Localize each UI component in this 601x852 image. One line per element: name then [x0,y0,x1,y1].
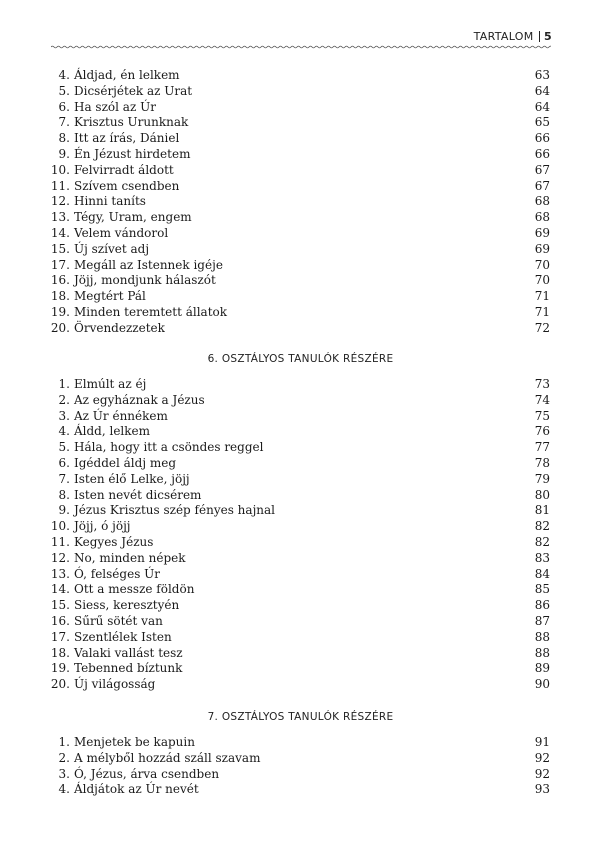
toc-entry-title: Új világosság [74,677,156,692]
toc-entry-number: 14. [50,225,70,240]
toc-entry-page: 67 [534,178,550,193]
toc-entry-page: 74 [534,392,550,407]
toc-entry-number: 18. [50,645,70,660]
toc-entry-title: Menjetek be kapuin [74,735,195,749]
toc-entry-number: 4. [58,424,70,439]
toc-entry-title: Ha szól az Úr [74,99,156,114]
toc-entry [0,258,601,274]
toc-entry-title: Isten nevét dicsérem [74,487,202,502]
toc-section [0,377,601,693]
toc-entry-title: A mélyből hozzád száll szavam [74,750,261,765]
header-label: TARTALOM [473,30,534,43]
toc-entry [0,440,601,456]
toc-entry-title: Az egyháznak a Jézus [74,392,205,407]
toc-entry [0,194,601,210]
toc-entry-title: Kegyes Jézus [74,534,154,549]
toc-entry [0,661,601,677]
toc-entry [0,305,601,321]
section-heading: 6. OSZTÁLYOS TANULÓK RÉSZÉRE [207,353,394,365]
toc-entry-title: Jöjj, mondjunk hálaszót [74,273,216,288]
toc-entry-title: Sűrű sötét van [74,613,163,628]
toc-entry-title: Dicsérjétek az Urat [74,83,193,98]
toc-entry [0,100,601,116]
toc-entry-number: 10. [50,519,70,534]
toc-entry-number: 17. [50,629,70,644]
toc-entry-title: Szentlélek Isten [74,629,172,644]
toc-entry-page: 64 [534,83,550,98]
toc-entry-number: 14. [50,582,70,597]
toc-entry-page: 90 [534,677,550,692]
toc-entry-page: 70 [534,273,550,288]
toc-entry-title: Jézus Krisztus szép fényes hajnal [74,503,276,518]
toc-entry-page: 64 [534,99,550,114]
toc-entry-title: Igéddel áldj meg [74,455,177,470]
toc-entry-page: 88 [534,629,550,644]
toc-entry [0,614,601,630]
toc-entry-page: 69 [534,225,550,240]
toc-entry [0,630,601,646]
toc-entry-title: Elmúlt az éj [74,377,147,391]
toc-entry-page: 68 [534,210,550,225]
toc-entry-page: 68 [534,194,550,209]
toc-entry-number: 17. [50,257,70,272]
toc-entry [0,488,601,504]
toc-entry [0,242,601,258]
toc-entry [0,377,601,393]
toc-entry-title: Áldd, lelkem [74,424,151,439]
toc-entry-title: Én Jézust hirdetem [74,146,191,161]
toc-entry-page: 81 [534,503,550,518]
toc-entry [0,751,601,767]
toc-entry [0,289,601,305]
toc-entry [0,424,601,440]
toc-entry-page: 67 [534,162,550,177]
toc-entry-number: 5. [58,440,70,455]
toc-entry [0,68,601,84]
toc-entry-page: 87 [534,613,550,628]
toc-entry [0,409,601,425]
toc-entry-number: 9. [58,146,70,161]
toc-entry [0,84,601,100]
toc-entry-page: 71 [534,304,550,319]
toc-entry-title: Megtért Pál [74,289,146,304]
toc-entry-page: 66 [534,146,550,161]
toc-entry-title: Új szívet adj [74,241,150,256]
toc-entry [0,782,601,798]
toc-entry-title: Tégy, Uram, engem [74,210,192,225]
toc-entry-title: Velem vándorol [74,225,169,240]
toc-entry-page: 82 [534,534,550,549]
toc-entry-number: 7. [58,115,70,130]
toc-entry-page: 77 [534,440,550,455]
toc-entry-title: Valaki vallást tesz [74,645,183,660]
toc-entry-title: No, minden népek [74,550,186,565]
toc-entry-number: 16. [50,273,70,288]
toc-entry-number: 4. [58,782,70,797]
toc-entry-page: 82 [534,519,550,534]
toc-entry [0,273,601,289]
toc-entry-number: 16. [50,613,70,628]
toc-entry-title: Itt az írás, Dániel [74,131,180,146]
toc-entry [0,456,601,472]
toc-entry-title: Isten élő Lelke, jöjj [74,471,190,486]
toc-entry-page: 80 [534,487,550,502]
toc-entry-number: 1. [58,735,70,749]
toc-entry-page: 65 [534,115,550,130]
toc-entry [0,147,601,163]
toc-entry-number: 11. [50,534,70,549]
toc-entry-title: Minden teremtett állatok [74,304,228,319]
toc-entry-title: Jöjj, ó jöjj [74,519,131,534]
toc-entry-title: Áldjátok az Úr nevét [74,782,199,797]
toc-entry-title: Felvirradt áldott [74,162,174,177]
toc-entry-page: 89 [534,661,550,676]
toc-entry-page: 91 [534,735,550,749]
toc-entry [0,551,601,567]
toc-entry-page: 72 [534,320,550,335]
toc-entry-page: 69 [534,241,550,256]
toc-entry [0,598,601,614]
toc-entry-title: Szívem csendben [74,178,180,193]
toc-section [0,735,601,798]
toc-entry-title: Ó, felséges Úr [74,566,161,581]
toc-entry-page: 66 [534,131,550,146]
toc-entry-number: 3. [58,766,70,781]
toc-entry-number: 2. [58,392,70,407]
toc-entry-number: 2. [58,750,70,765]
toc-entry [0,179,601,195]
toc-entry-title: Megáll az Istennek igéje [74,257,223,272]
toc-entry-number: 7. [58,471,70,486]
toc-entry [0,115,601,131]
toc-entry [0,582,601,598]
header-page-number: 5 [544,30,552,43]
toc-entry-title: Tebenned bíztunk [74,661,183,676]
toc-entry-page: 92 [534,766,550,781]
toc-entry-number: 11. [50,178,70,193]
toc-entry-number: 12. [50,550,70,565]
toc-entry-page: 63 [534,68,550,82]
toc-entry-page: 92 [534,750,550,765]
toc-entry-number: 15. [50,598,70,613]
toc-entry [0,767,601,783]
toc-entry-number: 13. [50,210,70,225]
toc-entry-title: Siess, keresztyén [74,598,180,613]
toc-entry [0,226,601,242]
toc-entry-page: 76 [534,424,550,439]
section-heading: 7. OSZTÁLYOS TANULÓK RÉSZÉRE [207,711,394,723]
toc-entry-title: Hála, hogy itt a csöndes reggel [74,440,264,455]
toc-entry-number: 19. [50,661,70,676]
toc-entry-number: 1. [58,377,70,391]
toc-entry-title: Hinni taníts [74,194,146,209]
toc-entry-number: 19. [50,304,70,319]
toc-entry [0,321,601,337]
toc-entry-title: Ó, Jézus, árva csendben [74,766,220,781]
toc-entry-number: 20. [50,677,70,692]
toc-entry-number: 20. [50,320,70,335]
toc-entry [0,735,601,751]
header-wavy-rule [51,44,551,50]
toc-entry-page: 86 [534,598,550,613]
toc-section [0,68,601,337]
toc-entry-number: 8. [58,131,70,146]
header-separator [539,31,541,42]
toc-entry [0,210,601,226]
toc-entry-page: 83 [534,550,550,565]
toc-entry-title: Örvendezzetek [74,320,165,335]
toc-entry [0,472,601,488]
toc-entry-number: 10. [50,162,70,177]
toc-entry-page: 88 [534,645,550,660]
toc-entry [0,163,601,179]
toc-entry [0,646,601,662]
toc-entry-number: 18. [50,289,70,304]
toc-entry-title: Krisztus Urunknak [74,115,189,130]
toc-entry-page: 79 [534,471,550,486]
toc-entry-title: Áldjad, én lelkem [74,68,180,82]
toc-entry [0,503,601,519]
toc-entry-number: 12. [50,194,70,209]
toc-entry-number: 6. [58,99,70,114]
toc-entry-page: 73 [534,377,550,391]
toc-entry-number: 8. [58,487,70,502]
toc-entry [0,677,601,693]
toc-entry [0,393,601,409]
toc-entry-number: 4. [58,68,70,82]
toc-entry-number: 15. [50,241,70,256]
toc-entry-title: Ott a messze földön [74,582,195,597]
toc-entry [0,519,601,535]
toc-entry-page: 75 [534,408,550,423]
toc-entry-title: Az Úr énnékem [74,408,168,423]
toc-entry-page: 71 [534,289,550,304]
running-header [474,30,552,43]
toc-entry-number: 3. [58,408,70,423]
toc-entry-page: 70 [534,257,550,272]
toc-entry-page: 93 [534,782,550,797]
toc-entry-page: 78 [534,455,550,470]
toc-entry [0,131,601,147]
toc-entry-number: 6. [58,455,70,470]
toc-entry-page: 85 [534,582,550,597]
toc-entry [0,567,601,583]
toc-entry-number: 5. [58,83,70,98]
toc-entry-number: 9. [58,503,70,518]
toc-entry-page: 84 [534,566,550,581]
toc-entry [0,535,601,551]
toc-entry-number: 13. [50,566,70,581]
